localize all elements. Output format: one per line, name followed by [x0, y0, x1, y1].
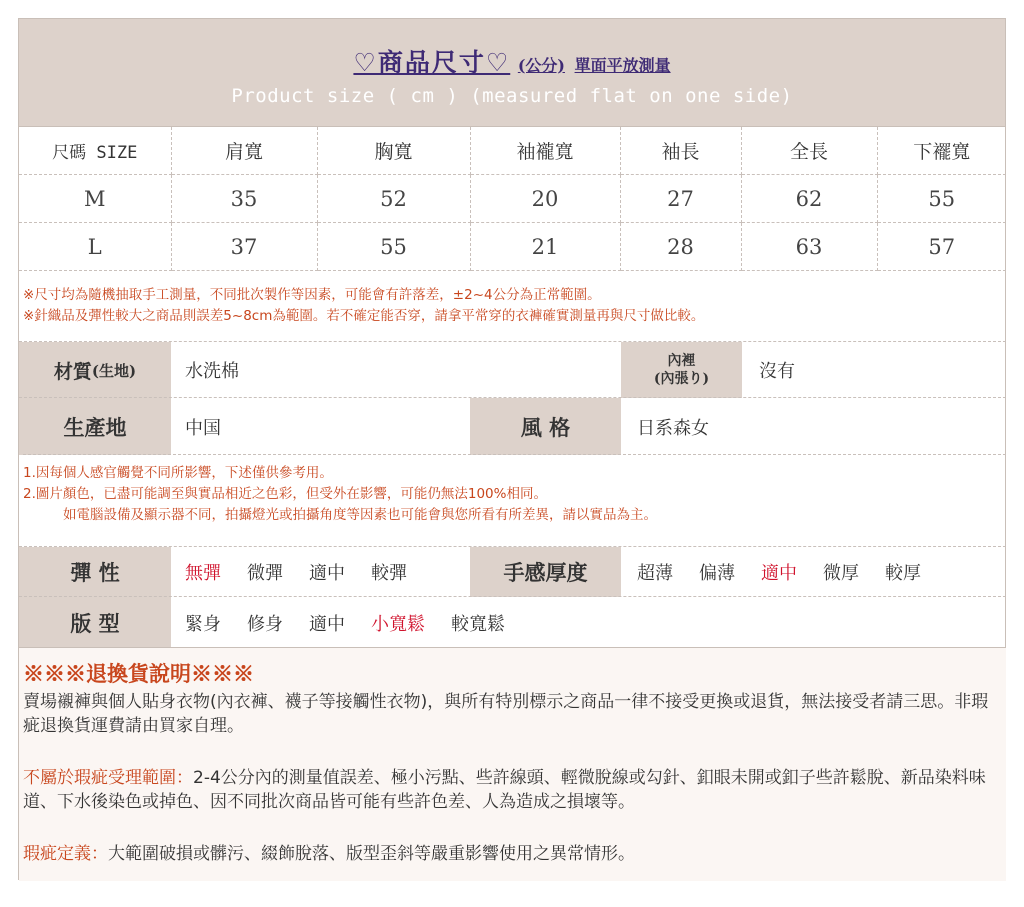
exchange-para: 賣場襯褲與個人貼身衣物(內衣褲、襪子等接觸性衣物)，與所有特別標示之商品一律不接受更換或退貨，無法接受者請三思。非瑕疵退換貨運費請由買家自理。	[23, 692, 989, 736]
size-title	[19, 43, 1005, 79]
style-value: 日系森女	[637, 417, 709, 439]
origin-value: 中国	[185, 417, 221, 439]
col-header: 全長	[741, 127, 877, 175]
fit-label: 版 型	[19, 597, 171, 648]
table-cell: 55	[877, 175, 1006, 223]
table-row	[19, 175, 1006, 223]
thickness-label: 手感厚度	[470, 547, 621, 597]
col-header: 袖襱寬	[470, 127, 620, 175]
table-cell: 21	[470, 223, 620, 271]
size-title-text: ♡商品尺寸♡	[353, 48, 511, 77]
thickness-option: 適中	[761, 563, 797, 584]
material-row	[19, 341, 1006, 398]
fit-option: 小寬鬆	[371, 613, 425, 635]
fit-option: 修身	[247, 613, 283, 635]
col-header: 下襬寬	[877, 127, 1006, 175]
exchange-para-text: 大範圍破損或髒污、綴飾脫落、版型歪斜等嚴重影響使用之異常情形。	[108, 844, 635, 864]
thickness-option: 偏薄	[699, 563, 735, 584]
table-cell: 63	[741, 223, 877, 271]
col-header: 袖長	[620, 127, 741, 175]
color-note: 如電腦設備及顯示器不同，拍攝燈光或拍攝角度等因素也可能會與您所看有所差異，請以實品為主。	[63, 507, 657, 523]
lining-label	[621, 342, 742, 398]
thickness-option: 較厚	[885, 563, 921, 584]
table-cell: 62	[741, 175, 877, 223]
fit-row	[19, 596, 1006, 648]
color-note: 1.因每個人感官觸覺不同所影響，下述僅供參考用。	[23, 465, 333, 481]
color-note: 2.圖片顏色，已盡可能調至與實品相近之色彩，但受外在影響，可能仍無法100%相同。	[23, 486, 547, 502]
table-cell: 55	[317, 223, 470, 271]
exchange-para-text: 2-4公分內的測量值誤差、極小污點、些許線頭、輕微脫線或勾針、釦眼未開或釦子些許鬆脫、新品染料味道、下水後染色或掉色、因不同批次商品皆可能有些許色差、人為造成之損壞等。	[23, 768, 986, 812]
measure-note: ※尺寸均為隨機抽取手工測量，不同批次製作等因素，可能會有許落差，±2~4公分為正常範圍。	[23, 287, 601, 303]
material-label	[19, 342, 171, 398]
size-header	[19, 19, 1005, 126]
exchange-para-label: 瑕疵定義：	[23, 844, 108, 864]
fit-options	[185, 597, 531, 648]
col-header: 肩寬	[171, 127, 317, 175]
elasticity-label: 彈 性	[19, 547, 171, 597]
fit-option: 適中	[309, 613, 345, 635]
size-table	[19, 126, 1006, 271]
lining-label-sub: (內張り)	[653, 371, 710, 387]
size-table-header	[19, 127, 1006, 175]
thickness-options	[637, 547, 947, 597]
elasticity-row	[19, 546, 1006, 597]
lining-label-text: 內裡	[667, 353, 696, 369]
measure-note: ※針織品及彈性較大之商品則誤差5~8cm為範圍。若不確定能否穿，請拿平常穿的衣褲確實測量再與尺寸做比較。	[23, 308, 705, 324]
table-cell: 52	[317, 175, 470, 223]
elasticity-option: 微彈	[247, 563, 283, 584]
measure-notes	[23, 285, 704, 327]
material-value: 水洗棉	[185, 361, 239, 382]
material-label-sub: (生地)	[91, 361, 137, 380]
col-header: 胸寬	[317, 127, 470, 175]
table-cell: M	[19, 175, 171, 223]
exchange-policy	[19, 647, 1006, 881]
elasticity-option: 較彈	[371, 563, 407, 584]
thickness-option: 超薄	[637, 563, 673, 584]
exchange-para-label: 不屬於瑕疵受理範圍：	[23, 768, 193, 788]
size-subtitle: Product size ( cm ) (measured flat on one side)	[231, 85, 793, 107]
fit-option: 較寬鬆	[451, 613, 505, 635]
elasticity-option: 適中	[309, 563, 345, 584]
col-header: 尺碼 SIZE	[19, 127, 171, 175]
table-cell: 20	[470, 175, 620, 223]
table-cell: L	[19, 223, 171, 271]
table-cell: 28	[620, 223, 741, 271]
table-cell: 27	[620, 175, 741, 223]
fit-option: 緊身	[185, 613, 221, 635]
size-unit: (公分)	[517, 56, 565, 75]
table-cell: 35	[171, 175, 317, 223]
table-cell: 37	[171, 223, 317, 271]
table-row	[19, 223, 1006, 271]
elasticity-options	[185, 547, 433, 597]
size-method: 單面平放測量	[574, 56, 671, 75]
lining-value: 沒有	[759, 361, 795, 382]
exchange-para	[23, 766, 994, 814]
origin-label: 生產地	[19, 398, 171, 455]
thickness-option: 微厚	[823, 563, 859, 584]
product-info-card	[18, 18, 1006, 880]
exchange-para	[23, 842, 994, 866]
style-label: 風 格	[470, 398, 621, 455]
origin-row	[19, 397, 1006, 455]
material-label-text: 材質	[53, 360, 92, 383]
exchange-title: ※※※退換貨說明※※※	[23, 661, 254, 686]
table-cell: 57	[877, 223, 1006, 271]
color-notes	[23, 454, 1006, 526]
elasticity-option: 無彈	[185, 563, 221, 584]
